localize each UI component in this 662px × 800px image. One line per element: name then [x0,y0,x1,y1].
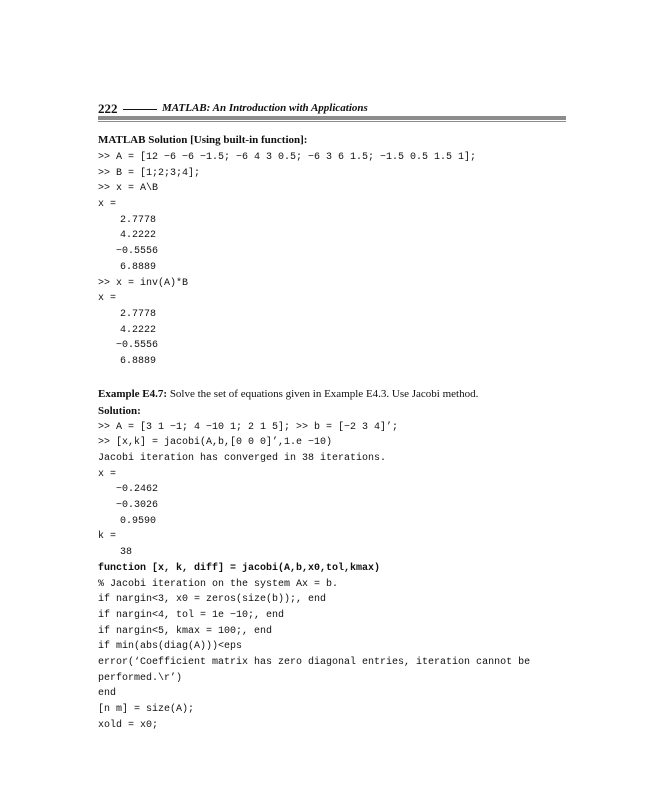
running-title: MATLAB: An Introduction with Applications [162,102,368,114]
output-label: k = [98,531,117,543]
code-line: >> A = [12 −6 −6 −1.5; −6 4 3 0.5; −6 3 6 1.5; −1.5 0.5 1.5 1]; [98,152,477,163]
output-value: 2.7778 [120,308,157,320]
code-line: [n m] = size(A); [98,704,195,716]
example-text: Solve the set of equations given in Example E4.3. Use Jacobi method. [167,387,479,400]
output-value: 2.7778 [120,214,157,226]
code-line: error(‘Coefficient matrix has zero diagonal entries, iteration cannot be performed.\r’) [98,656,537,684]
output-value: 4.2222 [120,324,157,336]
code-line: >> A = [3 1 −1; 4 −10 1; 2 1 5]; >> b = [−2 3 4]’; [98,421,399,433]
output-value: −0.5556 [116,246,159,258]
function-signature: function [x, k, diff] = jacobi(A,b,x0,tol,kmax) [98,562,381,574]
example-statement [98,386,568,403]
output-value: −0.3026 [116,500,159,512]
output-label: x = [98,293,117,305]
code-line: xold = x0; [98,719,159,731]
output-value: 6.8889 [120,261,157,273]
output-value: 6.8889 [120,355,157,367]
code-line: >> B = [1;2;3;4]; [98,167,201,179]
header-rule-thin [98,121,566,122]
page-number: 222 [98,101,118,116]
solution-label: Solution: [98,404,141,417]
output-value: 0.9590 [120,515,157,527]
code-line: >> [x,k] = jacobi(A,b,[0 0 0]’,1.e −10) [98,437,333,449]
output-value: 4.2222 [120,230,157,242]
output-value: −0.5556 [116,340,159,352]
code-line: >> x = inv(A)*B [98,277,189,289]
output-label: x = [98,468,117,480]
code-line: >> x = A\B [98,183,159,195]
code-line: end [98,688,117,700]
code-line: if min(abs(diag(A)))<eps [98,641,243,653]
output-label: x = [98,199,117,211]
code-line: if nargin<3, x0 = zeros(size(b));, end [98,594,327,606]
code-line: if nargin<4, tol = 1e −10;, end [98,609,285,621]
page-content [98,130,568,733]
section-heading: MATLAB Solution [Using built-in function]: [98,134,308,146]
example-label: Example E4.7: [98,387,168,400]
header-rule-thick [98,116,566,120]
code-comment: % Jacobi iteration on the system Ax = b. [98,578,339,590]
output-line: Jacobi iteration has converged in 38 iterations. [98,453,387,464]
header-dash [123,109,157,110]
output-value: −0.2462 [116,484,159,496]
code-line: if nargin<5, kmax = 100;, end [98,625,273,637]
output-value: 38 [120,547,133,559]
